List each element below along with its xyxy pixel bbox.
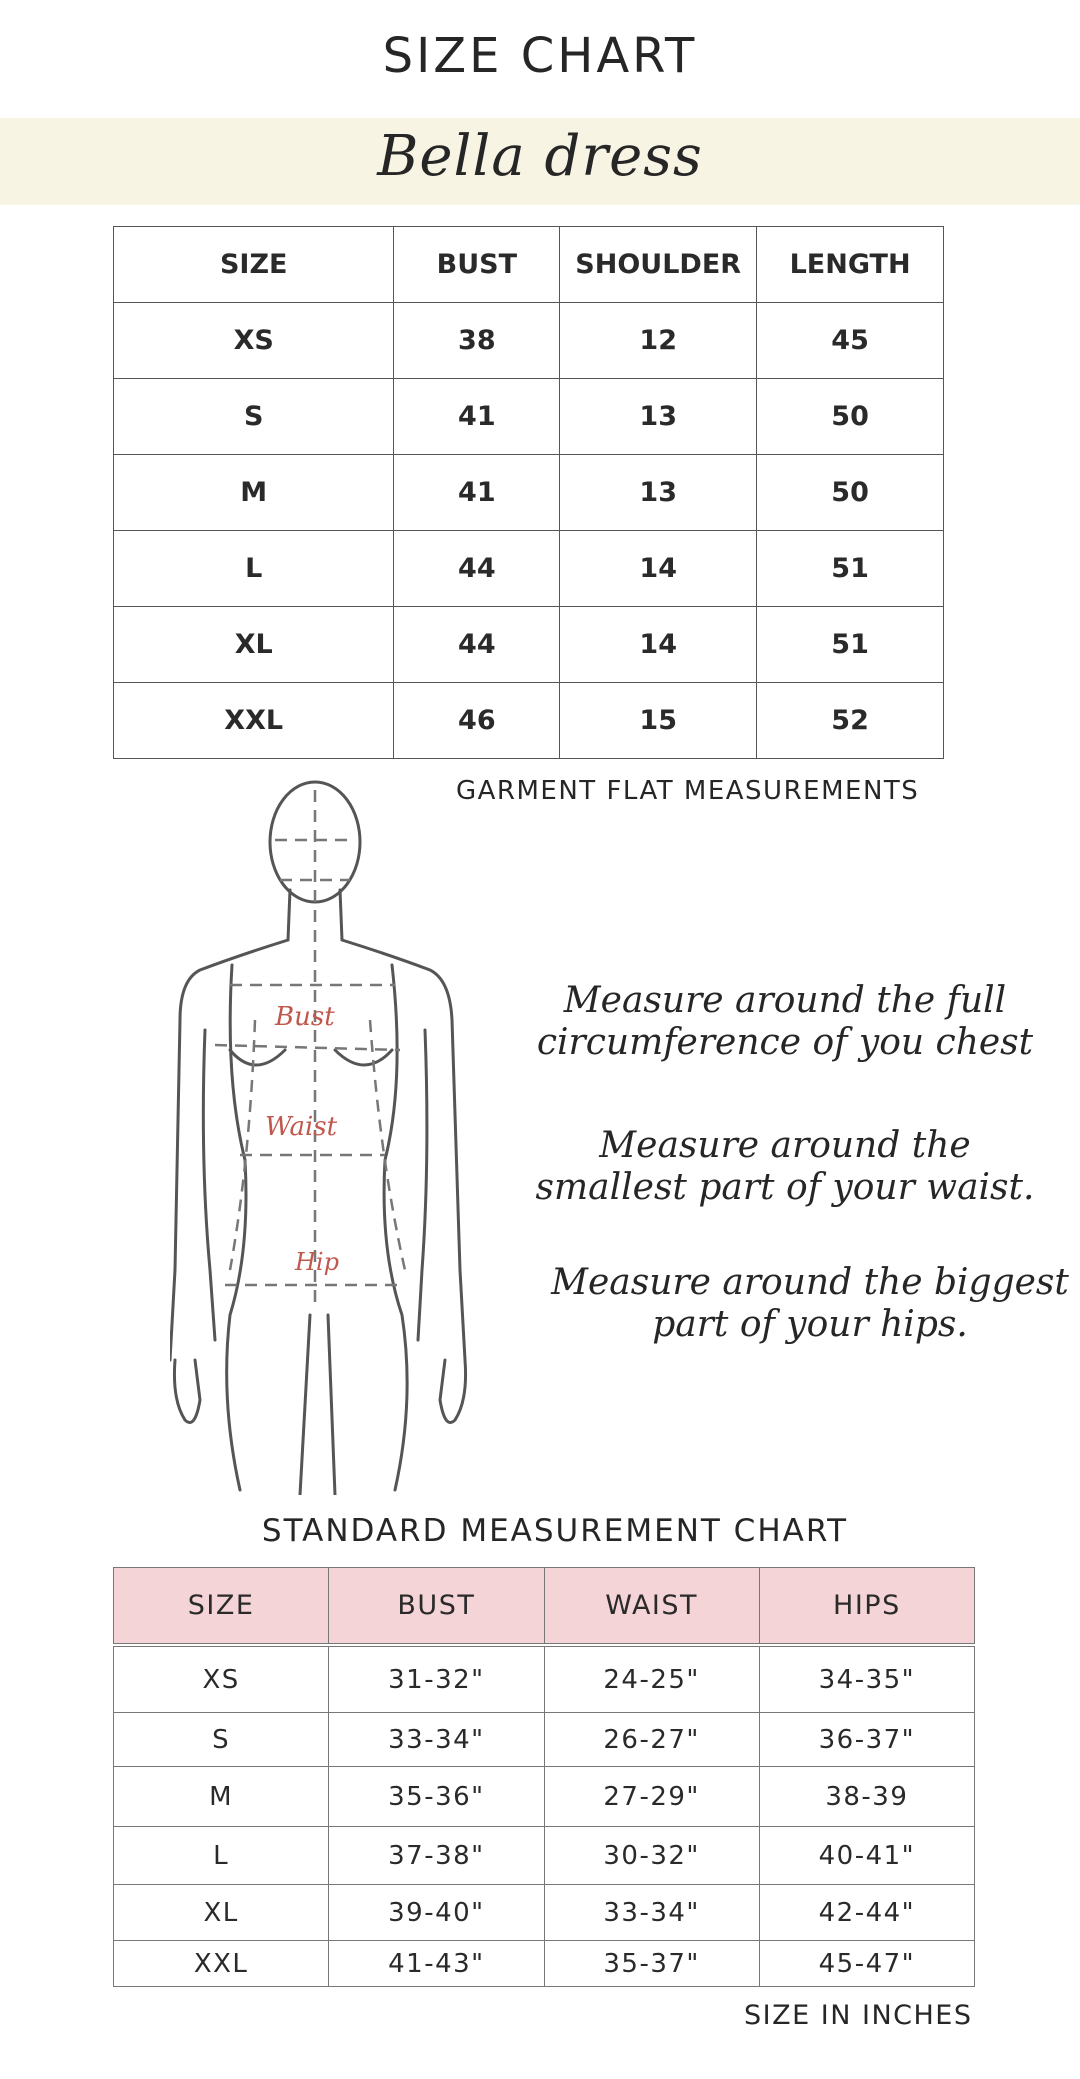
column-header: SIZE [114,227,394,303]
size-cell: L [114,531,394,607]
bust-cell: 46 [394,683,560,759]
waist-cell: 27-29" [544,1767,759,1827]
waist-label: Waist [265,1112,338,1142]
column-header: SIZE [114,1568,329,1644]
table-row [114,607,944,683]
shoulder-cell: 13 [560,455,757,531]
standard-chart-title-text: STANDARD MEASUREMENT CHART [261,1513,849,1549]
size-cell: XL [114,607,394,683]
body-measurement-figure [170,780,470,1495]
column-header: LENGTH [757,227,944,303]
hip-label: Hip [295,1248,339,1276]
instruction-line: Measure around the full [563,980,1007,1021]
standard-measurement-table [113,1567,975,1987]
product-name: Bella dress [377,124,703,189]
bust-label: Bust [275,1002,335,1032]
shoulder-cell: 14 [560,607,757,683]
hips-cell: 34-35" [759,1647,974,1713]
waist-cell: 24-25" [544,1647,759,1713]
garment-size-table [113,226,944,759]
shoulder-cell: 13 [560,379,757,455]
bust-cell: 41 [394,379,560,455]
hips-cell: 45-47" [759,1941,974,1987]
shoulder-cell: 12 [560,303,757,379]
units-note: SIZE IN INCHES [744,2000,973,2031]
shoulder-cell: 15 [560,683,757,759]
table-row [114,1767,975,1827]
size-cell: XL [114,1885,329,1941]
instruction-line: part of your hips. [652,1304,968,1345]
hips-cell: 38-39 [759,1767,974,1827]
size-cell: XS [114,1647,329,1713]
size-cell: M [114,1767,329,1827]
instruction-line: smallest part of your waist. [535,1167,1035,1208]
hips-cell: 40-41" [759,1827,974,1885]
standard-chart-title [0,1513,1080,1549]
table-header-row [114,1568,975,1644]
bust-cell: 33-34" [329,1713,544,1767]
size-cell: M [114,455,394,531]
garment-note: GARMENT FLAT MEASUREMENTS [456,776,920,806]
waist-cell: 35-37" [544,1941,759,1987]
bust-cell: 37-38" [329,1827,544,1885]
length-cell: 51 [757,607,944,683]
table-row [114,455,944,531]
hips-cell: 42-44" [759,1885,974,1941]
length-cell: 50 [757,455,944,531]
size-cell: XXL [114,683,394,759]
bust-instruction [505,980,1065,1064]
size-cell: XS [114,303,394,379]
column-header: SHOULDER [560,227,757,303]
bust-cell: 38 [394,303,560,379]
bust-cell: 41-43" [329,1941,544,1987]
table-row [114,1647,975,1713]
bust-cell: 31-32" [329,1647,544,1713]
bust-cell: 44 [394,531,560,607]
table-header-row [114,227,944,303]
length-cell: 52 [757,683,944,759]
table-row [114,1885,975,1941]
table-row [114,379,944,455]
size-cell: S [114,379,394,455]
bust-cell: 41 [394,455,560,531]
length-cell: 50 [757,379,944,455]
column-header: WAIST [544,1568,759,1644]
column-header: BUST [394,227,560,303]
hip-instruction [530,1262,1080,1346]
bust-cell: 39-40" [329,1885,544,1941]
size-cell: S [114,1713,329,1767]
table-row [114,1827,975,1885]
bust-cell: 44 [394,607,560,683]
waist-instruction [505,1125,1065,1209]
table-row [114,303,944,379]
waist-cell: 30-32" [544,1827,759,1885]
waist-cell: 26-27" [544,1713,759,1767]
length-cell: 51 [757,531,944,607]
instruction-line: circumference of you chest [536,1022,1034,1063]
table-row [114,1941,975,1987]
table-row [114,683,944,759]
product-banner [0,118,1080,205]
waist-cell: 33-34" [544,1885,759,1941]
shoulder-cell: 14 [560,531,757,607]
instruction-line: Measure around the biggest [551,1262,1069,1303]
column-header: BUST [329,1568,544,1644]
bust-cell: 35-36" [329,1767,544,1827]
length-cell: 45 [757,303,944,379]
table-row [114,531,944,607]
column-header: HIPS [759,1568,974,1644]
instruction-line: Measure around the [599,1125,971,1166]
table-row [114,1713,975,1767]
page-title: SIZE CHART [382,28,698,84]
size-cell: XXL [114,1941,329,1987]
size-cell: L [114,1827,329,1885]
hips-cell: 36-37" [759,1713,974,1767]
